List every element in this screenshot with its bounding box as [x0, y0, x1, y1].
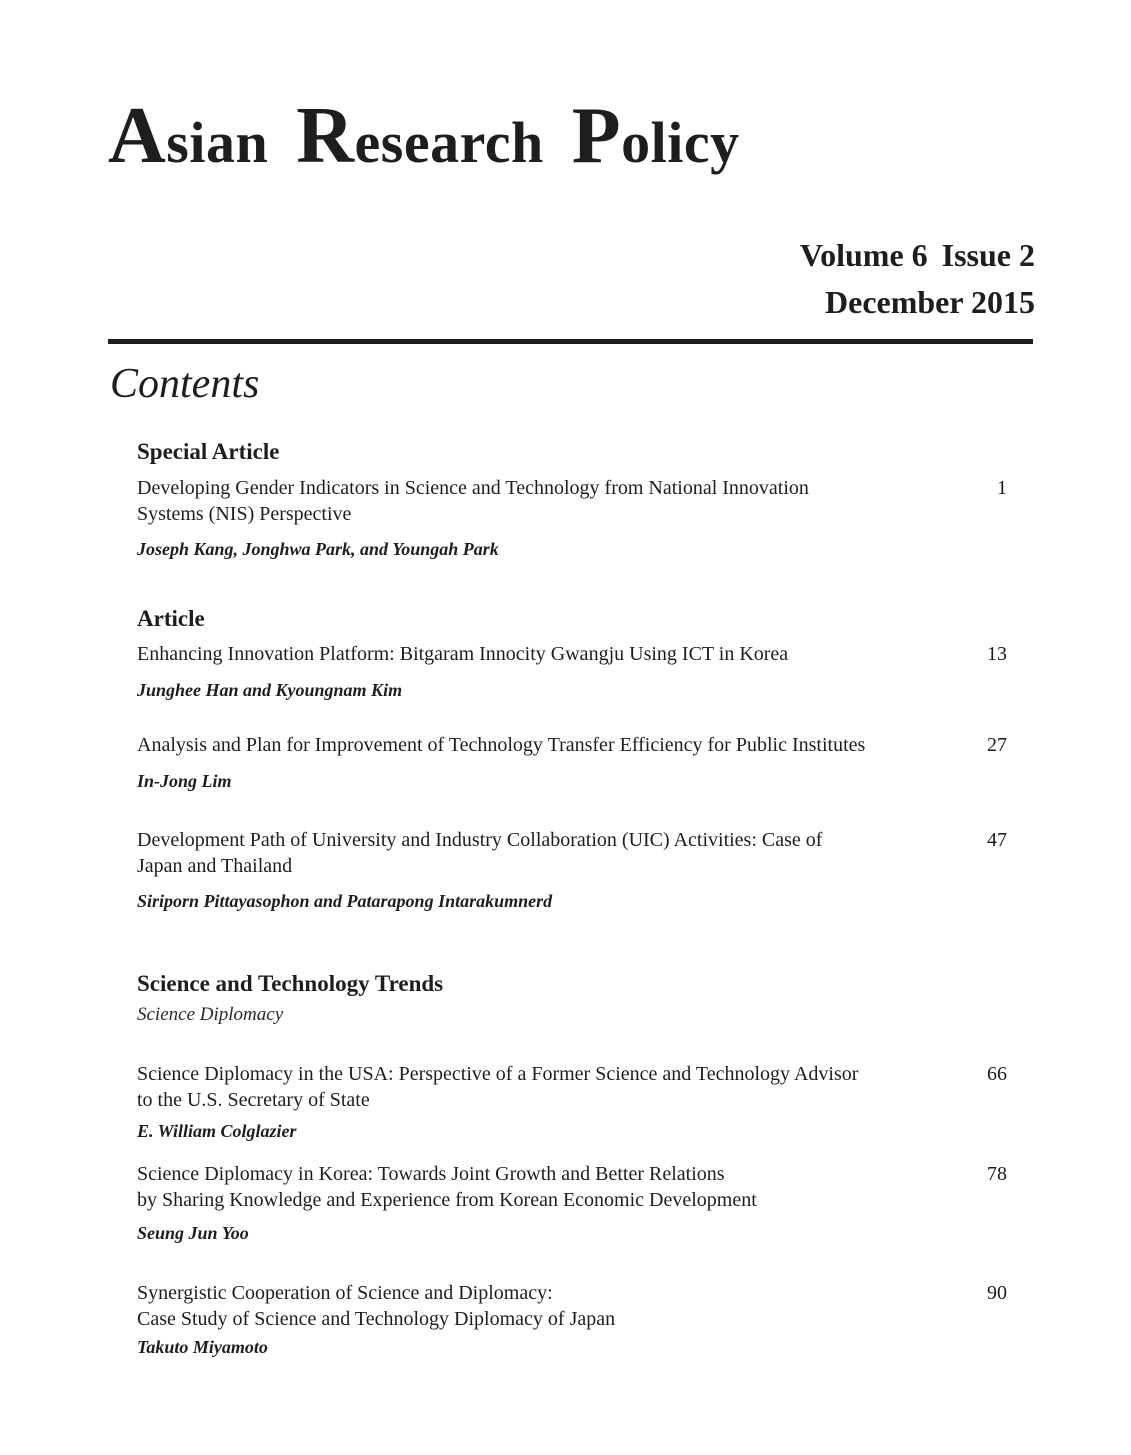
issue-info	[800, 232, 1035, 326]
volume-issue-line	[800, 232, 1035, 279]
article-title	[137, 642, 937, 668]
contents-heading: Contents	[110, 361, 260, 407]
article-authors: In-Jong Lim	[137, 770, 232, 791]
article-page-number: 27	[987, 734, 1007, 756]
toc-entry	[137, 1162, 1007, 1245]
article-authors: Siriporn Pittayasophon and Patarapong Intarakumnerd	[137, 891, 553, 911]
header-divider	[108, 339, 1033, 344]
article-title-line: Japan and Thailand	[137, 854, 293, 877]
journal-title-initial: A	[108, 92, 167, 180]
article-title-line: Analysis and Plan for Improvement of Technology Transfer Efficiency for Public Institutes	[137, 734, 866, 756]
article-authors: E. William Colglazier	[137, 1121, 297, 1141]
article-title-line: Synergistic Cooperation of Science and Diplomacy:	[137, 1282, 553, 1304]
article-title	[137, 828, 937, 879]
article-title-line: Science Diplomacy in the USA: Perspective of a Former Science and Technology Advisor	[137, 1063, 859, 1085]
journal-title-initial: P	[571, 92, 622, 180]
issue-label: Issue 2	[941, 237, 1035, 273]
toc-entry	[137, 642, 1007, 702]
article-title-line: by Sharing Knowledge and Experience from Korean Economic Development	[137, 1188, 757, 1211]
article-title-line: Science Diplomacy in Korea: Towards Joint Growth and Better Relations	[137, 1163, 725, 1185]
toc-entry	[137, 828, 1007, 913]
subsection-title: Science Diplomacy	[137, 1004, 284, 1025]
journal-title-word-3	[571, 92, 740, 180]
article-title-line: Developing Gender Indicators in Science and Technology from National Innovation	[137, 477, 809, 499]
article-title	[137, 476, 937, 527]
journal-title-rest: sian	[166, 110, 269, 175]
section-title-special-article: Special Article	[137, 439, 280, 464]
toc-entry	[137, 733, 1007, 793]
article-title	[137, 733, 937, 759]
journal-title-rest: esearch	[354, 110, 544, 175]
article-title	[137, 1162, 937, 1213]
journal-title-word-2	[296, 92, 544, 180]
article-page-number: 47	[987, 829, 1007, 851]
article-title-line: Development Path of University and Industry Collaboration (UIC) Activities: Case of	[137, 829, 823, 851]
toc-entry	[137, 476, 1007, 561]
article-page-number: 13	[987, 643, 1007, 665]
article-title-line: to the U.S. Secretary of State	[137, 1088, 370, 1111]
journal-title	[108, 92, 740, 183]
toc-entry	[137, 1281, 1007, 1359]
journal-title-word-1	[108, 92, 269, 180]
article-authors: Seung Jun Yoo	[137, 1223, 249, 1243]
article-title	[137, 1281, 937, 1332]
journal-title-initial: R	[296, 92, 355, 180]
article-title-line: Systems (NIS) Perspective	[137, 502, 352, 525]
journal-title-rest: olicy	[621, 110, 740, 175]
article-title-line: Case Study of Science and Technology Diplomacy of Japan	[137, 1307, 616, 1330]
toc-entry	[137, 1062, 1007, 1143]
article-page-number: 78	[987, 1163, 1007, 1185]
article-page-number: 1	[997, 477, 1007, 499]
article-page-number: 66	[987, 1063, 1007, 1085]
section-title-trends: Science and Technology Trends	[137, 971, 444, 996]
volume-label: Volume 6	[799, 237, 928, 273]
article-authors: Joseph Kang, Jonghwa Park, and Youngah Park	[137, 539, 499, 559]
article-title-line: Enhancing Innovation Platform: Bitgaram Innocity Gwangju Using ICT in Korea	[137, 643, 789, 665]
section-title-article: Article	[137, 606, 205, 631]
article-title	[137, 1062, 937, 1113]
article-page-number: 90	[987, 1282, 1007, 1304]
issue-date: December 2015	[825, 284, 1035, 320]
article-authors: Junghee Han and Kyoungnam Kim	[137, 679, 403, 700]
article-authors: Takuto Miyamoto	[137, 1337, 268, 1357]
